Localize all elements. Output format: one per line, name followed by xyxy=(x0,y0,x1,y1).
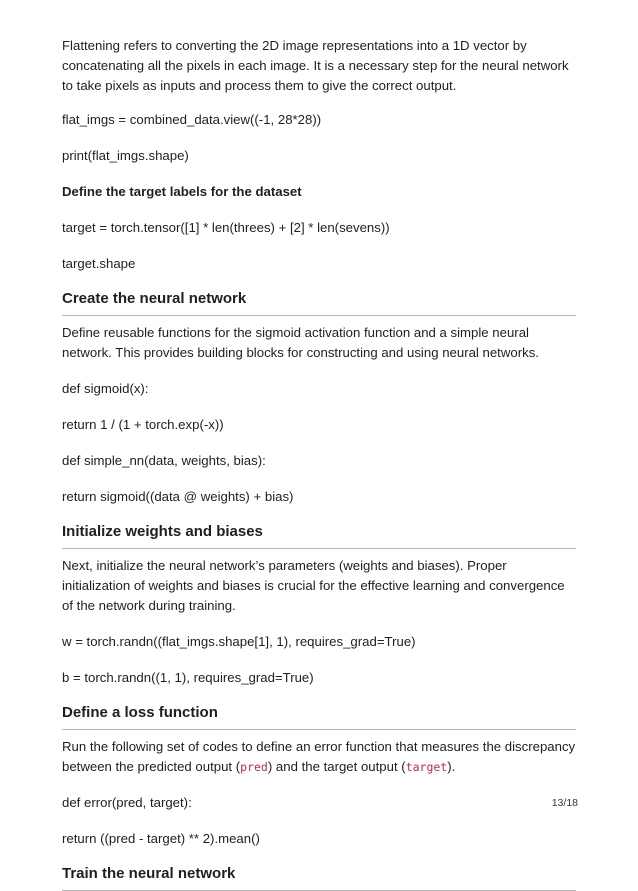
code-line-w: w = torch.randn((flat_imgs.shape[1], 1), requires_grad=True) xyxy=(62,634,416,649)
inline-code-pred: pred xyxy=(240,760,268,774)
code-line-print-shape: print(flat_imgs.shape) xyxy=(62,148,189,163)
section-text-create-nn: Define reusable functions for the sigmoid activation function and a simple neural network. This provides building blocks for constructing and using neural networks. xyxy=(62,325,539,360)
section-heading-train: Train the neural network xyxy=(62,863,576,891)
loss-text-part-b: ) and the target output ( xyxy=(267,759,406,774)
code-line-target: target = torch.tensor([1] * len(threes) + [2] * len(sevens)) xyxy=(62,220,390,235)
section-heading-create-nn: Create the neural network xyxy=(62,288,576,316)
code-line-def-sigmoid: def sigmoid(x): xyxy=(62,381,149,396)
loss-text-part-c: ). xyxy=(447,759,456,774)
section-heading-init-weights: Initialize weights and biases xyxy=(62,521,576,549)
labels-subheading: Define the target labels for the dataset xyxy=(62,184,302,199)
section-text-init-weights: Next, initialize the neural network’s parameters (weights and biases). Proper initialization of weights and biases is crucial for the effective learning and convergence of the network during training. xyxy=(62,558,565,613)
code-line-target-shape: target.shape xyxy=(62,256,136,271)
section-heading-loss: Define a loss function xyxy=(62,702,576,730)
page-number: 13/18 xyxy=(551,797,578,809)
document-page xyxy=(62,36,576,891)
inline-code-target: target xyxy=(405,760,448,774)
code-line-b: b = torch.randn((1, 1), requires_grad=True) xyxy=(62,670,314,685)
code-line-flatten: flat_imgs = combined_data.view((-1, 28*28)) xyxy=(62,112,322,127)
section-text-loss xyxy=(62,737,576,777)
code-line-return-sigmoid: return 1 / (1 + torch.exp(-x)) xyxy=(62,417,224,432)
code-line-return-error: return ((pred - target) ** 2).mean() xyxy=(62,831,260,846)
loss-text-part-a: Run the following set of codes to define an error function that measures the discrepancy between the predicted output ( xyxy=(62,739,576,774)
code-line-def-simple-nn: def simple_nn(data, weights, bias): xyxy=(62,453,266,468)
intro-paragraph: Flattening refers to converting the 2D image representations into a 1D vector by concatenating all the pixels in each image. It is a necessary step for the neural network to take pixels as inputs and process them to give the correct output. xyxy=(62,38,569,93)
code-line-def-error: def error(pred, target): xyxy=(62,795,192,810)
code-line-return-simple-nn: return sigmoid((data @ weights) + bias) xyxy=(62,489,294,504)
